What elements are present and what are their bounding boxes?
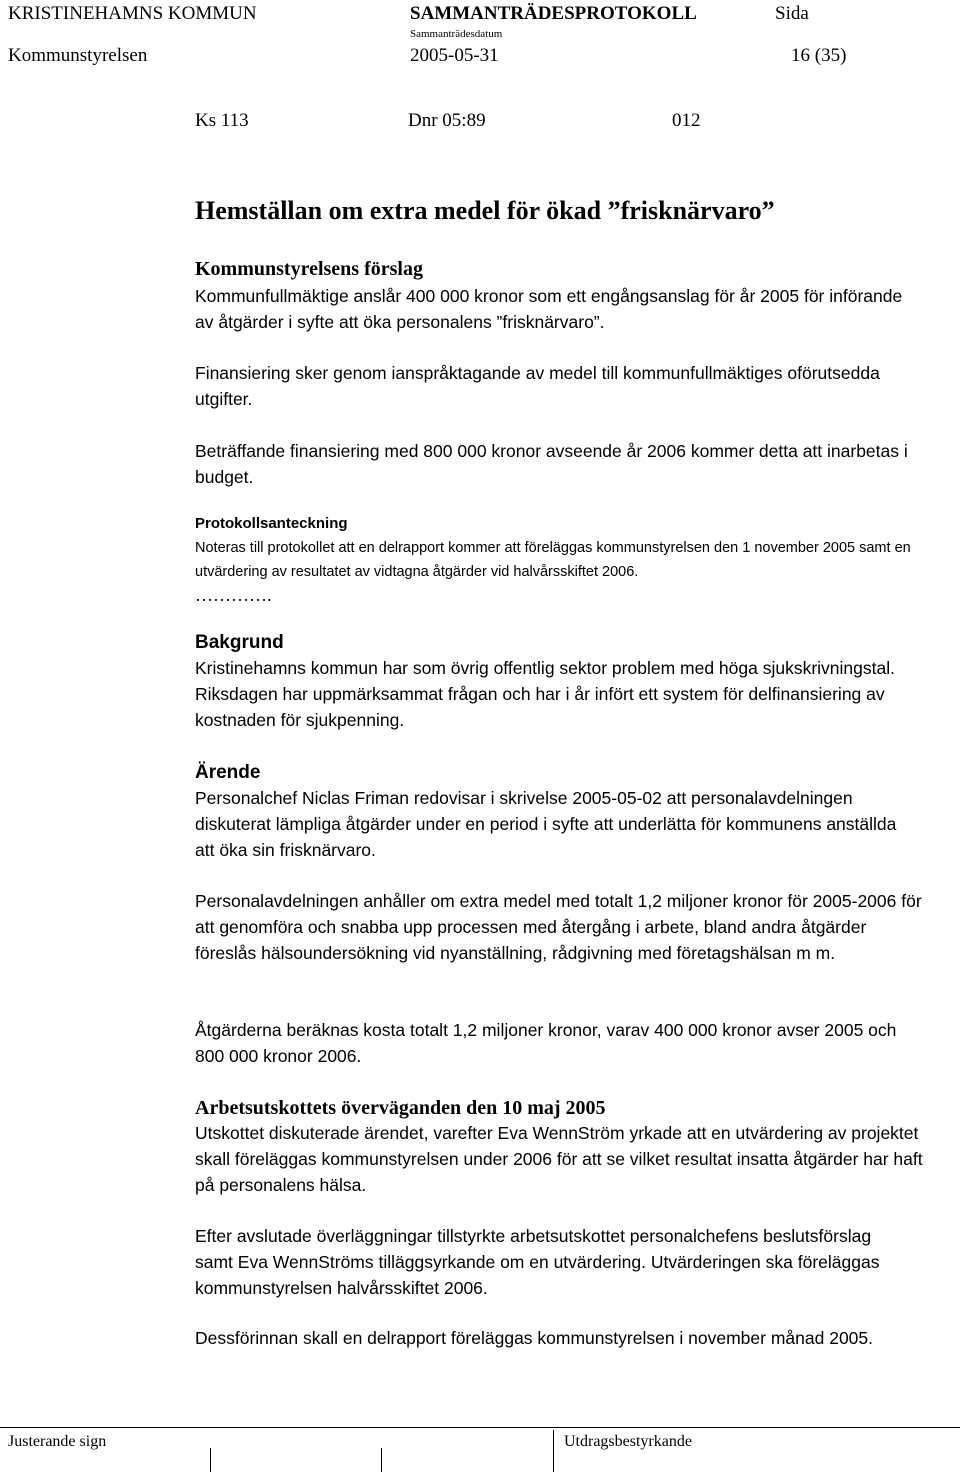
committee-heading: Arbetsutskottets överväganden den 10 maj 2005 [195,1097,606,1119]
note-text: Noteras till protokollet att en delrapport kommer att föreläggas kommunstyrelsen den 1 november 2005 samt en utvärdering av resultatet av vidtagna åtgärder vid halvårsskiftet 2006. [195,540,911,580]
footer-divider [0,1427,960,1428]
municipality-name: KRISTINEHAMNS KOMMUN [8,3,257,24]
proposal-paragraph-2: Finansiering sker genom ianspråktagande av medel till kommunfullmäktiges oförutsedda utgifter. [195,363,880,409]
note-heading: Protokollsanteckning [195,515,348,532]
matter-paragraph-1: Personalchef Niclas Friman redovisar i skrivelse 2005-05-02 att personalavdelningen diskuterat lämpliga åtgärder under en period i syfte att underlätta för kommunens anställda att öka sin frisknärvaro. [195,788,897,860]
document-type: SAMMANTRÄDESPROTOKOLL [410,3,697,24]
matter-paragraph-3: Åtgärderna beräknas kosta totalt 1,2 miljoner kronor, varav 400 000 kronor avser 2005 och 800 000 kronor 2006. [195,1020,897,1066]
meeting-date-label: Sammanträdesdatum [410,28,503,40]
ellipsis-separator: …………. [195,585,272,605]
proposal-heading: Kommunstyrelsens förslag [195,258,423,280]
document-title: Hemställan om extra medel för ökad ”frisknärvaro” [195,196,775,225]
committee-paragraph-3: Dessförinnan skall en delrapport föreläggas kommunstyrelsen i november månad 2005. [195,1328,874,1348]
sign-label: Justerande sign [8,1433,107,1450]
proposal-paragraph-1: Kommunfullmäktige anslår 400 000 kronor som ett engångsanslag för år 2005 för införande av åtgärder i syfte att öka personalens ”frisknärvaro”. [195,286,903,332]
background-heading: Bakgrund [195,632,284,653]
case-code: 012 [672,110,701,131]
meeting-date: 2005-05-31 [410,45,499,66]
sign-box-divider-2 [381,1448,382,1472]
sign-box-divider-3 [553,1430,554,1472]
case-number: Ks 113 [195,110,249,131]
proposal-paragraph-3: Beträffande finansiering med 800 000 kronor avseende år 2006 kommer detta att inarbetas i budget. [195,441,908,487]
committee-paragraph-1: Utskottet diskuterade ärendet, varefter Eva WennStröm yrkade att en utvärdering av projektet skall föreläggas kommunstyrelsen under 2006 för att se vilket resultat insatta åtgärder har haft på personalens hälsa. [195,1123,923,1195]
committee-name: Kommunstyrelsen [8,45,148,66]
committee-paragraph-2: Efter avslutade överläggningar tillstyrkte arbetsutskottet personalchefens beslutsförslag samt Eva WennStröms tilläggsyrkande om en utvärdering. Utvärderingen ska föreläggas kommunstyrelsen halvårsskiftet 2006. [195,1226,880,1298]
sign-box-divider-1 [210,1448,211,1472]
extract-label: Utdragsbestyrkande [564,1433,692,1450]
page-label: Sida [775,3,809,24]
page-number: 16 (35) [791,45,847,66]
matter-heading: Ärende [195,762,261,783]
case-dnr: Dnr 05:89 [408,110,486,131]
matter-paragraph-2: Personalavdelningen anhåller om extra medel med totalt 1,2 miljoner kronor för 2005-2006 för att genomföra och snabba upp processen med återgång i arbete, bland andra åtgärder föreslås hälsoundersökning vid nyanställning, rådgivning med företagshälsan m m. [195,891,922,963]
background-text: Kristinehamns kommun har som övrig offentlig sektor problem med höga sjukskrivningstal. Riksdagen har uppmärksammat frågan och har i år infört ett system för delfinansiering av kostnaden för sjukpenning. [195,658,895,730]
